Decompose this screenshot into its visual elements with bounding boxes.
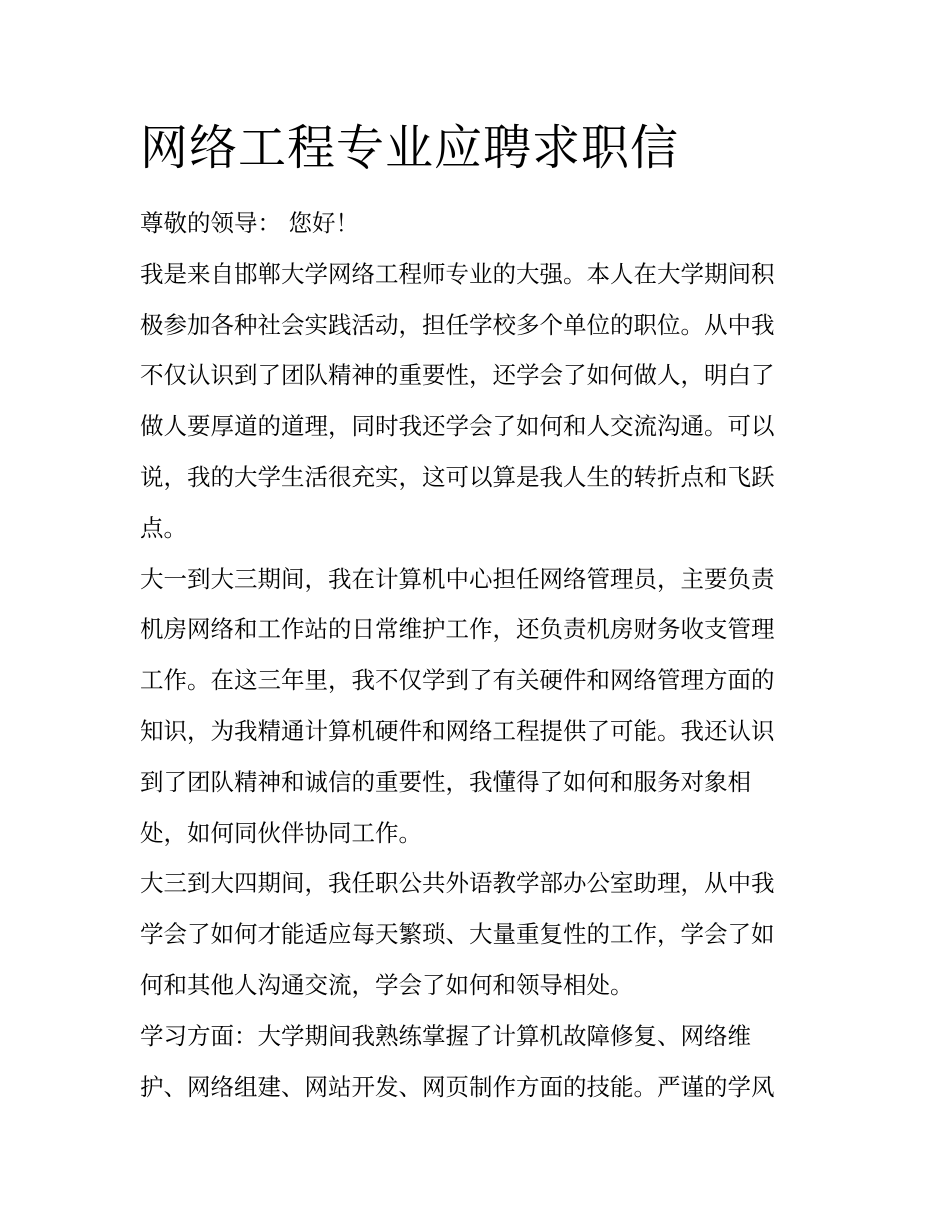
text-line: 做人要厚道的道理，同时我还学会了如何和人交流沟通。可以	[140, 412, 775, 441]
text-line: 学习方面：大学期间我熟练掌握了计算机故障修复、网络维	[140, 1021, 751, 1050]
text-line: 护、网络组建、网站开发、网页制作方面的技能。严谨的学风	[140, 1072, 775, 1101]
intro-paragraph	[140, 249, 820, 554]
text-line: 机房网络和工作站的日常维护工作，还负责机房财务收支管理	[140, 615, 775, 644]
text-line: 大一到大三期间，我在计算机中心担任网络管理员，主要负责	[140, 564, 775, 593]
office-assistant-paragraph	[140, 858, 820, 1010]
text-line: 极参加各种社会实践活动，担任学校多个单位的职位。从中我	[140, 310, 775, 339]
greeting-paragraph	[140, 198, 820, 249]
document-body	[140, 198, 820, 1112]
text-line: 何和其他人沟通交流，学会了如何和领导相处。	[140, 970, 634, 999]
text-line: 学会了如何才能适应每天繁琐、大量重复性的工作，学会了如	[140, 920, 775, 949]
text-line: 点。	[140, 513, 187, 542]
text-line: 知识，为我精通计算机硬件和网络工程提供了可能。我还认识	[140, 716, 775, 745]
text-line: 到了团队精神和诚信的重要性，我懂得了如何和服务对象相	[140, 767, 751, 796]
text-line: 不仅认识到了团队精神的重要性，还学会了如何做人，明白了	[140, 361, 775, 390]
network-admin-paragraph	[140, 554, 820, 859]
document-title: 网络工程专业应聘求职信	[140, 120, 680, 176]
text-line: 说，我的大学生活很充实，这可以算是我人生的转折点和飞跃	[140, 462, 775, 491]
text-line: 尊敬的领导： 您好！	[140, 209, 359, 237]
text-line: 处，如何同伙伴协同工作。	[140, 818, 422, 847]
text-line: 工作。在这三年里，我不仅学到了有关硬件和网络管理方面的	[140, 666, 775, 695]
text-line: 大三到大四期间，我任职公共外语教学部办公室助理，从中我	[140, 869, 775, 898]
study-paragraph	[140, 1011, 820, 1113]
text-line: 我是来自邯郸大学网络工程师专业的大强。本人在大学期间积	[140, 259, 775, 288]
